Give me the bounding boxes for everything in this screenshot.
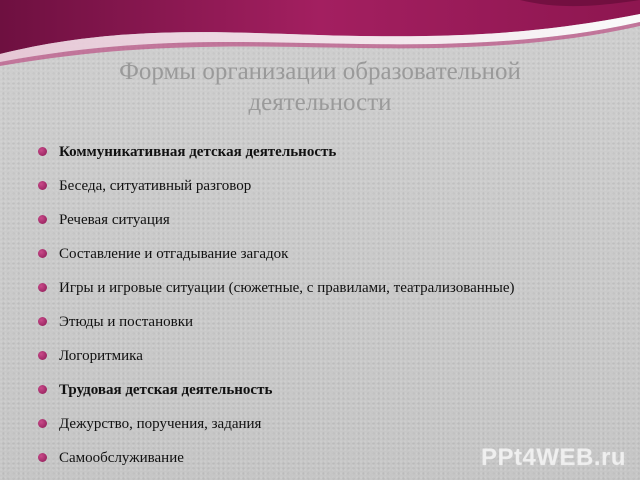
list-item-heading (38, 142, 628, 176)
list-item-text: Беседа, ситуативный разговор (59, 178, 252, 194)
list-item-text: Составление и отгадывание загадок (59, 246, 289, 262)
list-item-text: Самообслуживание (59, 450, 184, 466)
list-item (38, 414, 628, 448)
bullet-icon (38, 385, 47, 394)
list-item (38, 244, 628, 278)
list-item (38, 312, 628, 346)
bullet-icon (38, 453, 47, 462)
bullet-icon (38, 351, 47, 360)
list-item-text: Этюды и постановки (59, 314, 194, 330)
watermark-logo: PPt4WEB.ru (480, 444, 626, 471)
bullet-icon (38, 147, 47, 156)
bullet-icon (38, 249, 47, 258)
bullet-icon (38, 419, 47, 428)
list-item-text: Дежурство, поручения, задания (59, 416, 262, 432)
list-item-text: Трудовая детская деятельность (59, 382, 273, 398)
bullet-icon (38, 317, 47, 326)
bullet-list (38, 142, 628, 480)
list-item (38, 176, 628, 210)
list-item-text: Коммуникативная детская деятельность (59, 144, 337, 160)
slide-title: Формы организации образовательной деятельности (119, 58, 521, 116)
list-item-text: Речевая ситуация (59, 212, 170, 228)
bullet-icon (38, 215, 47, 224)
bullet-icon (38, 181, 47, 190)
list-item-text: Игры и игровые ситуации (сюжетные, с правилами, театрализованные) (59, 280, 515, 296)
bullet-icon (38, 283, 47, 292)
list-item-text: Логоритмика (59, 348, 143, 364)
list-item (38, 346, 628, 380)
list-item-heading (38, 380, 628, 414)
list-item (38, 278, 628, 312)
list-item (38, 210, 628, 244)
